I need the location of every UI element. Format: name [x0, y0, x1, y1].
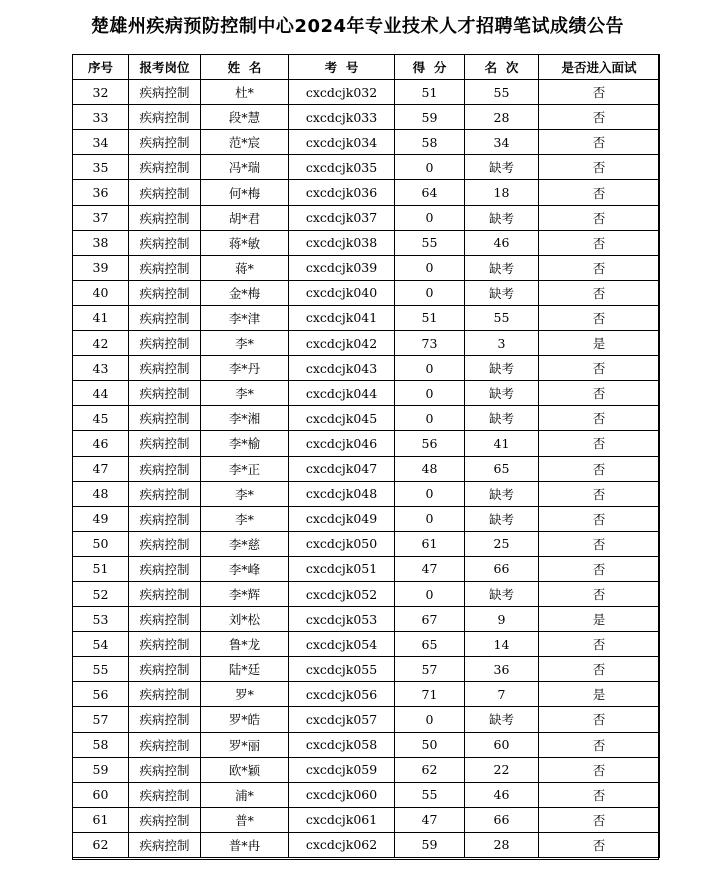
cell-interview: 否	[539, 456, 660, 481]
cell-position: 疾病控制	[129, 280, 201, 305]
cell-rank: 3	[465, 331, 539, 356]
cell-interview: 否	[539, 381, 660, 406]
cell-name: 何*梅	[201, 180, 289, 205]
cell-seq: 33	[73, 105, 129, 130]
cell-rank: 缺考	[465, 506, 539, 531]
cell-name: 蒋*敏	[201, 230, 289, 255]
table-row	[73, 381, 660, 406]
score-table	[72, 54, 660, 858]
cell-interview: 否	[539, 732, 660, 757]
cell-seq: 55	[73, 657, 129, 682]
cell-position: 疾病控制	[129, 331, 201, 356]
cell-interview: 否	[539, 707, 660, 732]
cell-position: 疾病控制	[129, 531, 201, 556]
cell-score: 0	[395, 280, 465, 305]
cell-rank: 缺考	[465, 707, 539, 732]
cell-score: 59	[395, 832, 465, 857]
table-body	[73, 80, 660, 858]
cell-position: 疾病控制	[129, 230, 201, 255]
cell-seq: 47	[73, 456, 129, 481]
cell-interview: 否	[539, 105, 660, 130]
cell-score: 51	[395, 80, 465, 105]
cell-name: 陆*廷	[201, 657, 289, 682]
cell-interview: 是	[539, 682, 660, 707]
cell-seq: 54	[73, 632, 129, 657]
table-row	[73, 456, 660, 481]
cell-seq: 62	[73, 832, 129, 857]
cell-name: 杜*	[201, 80, 289, 105]
table-row	[73, 230, 660, 255]
cell-position: 疾病控制	[129, 481, 201, 506]
header-exam-no: 考 号	[289, 55, 395, 80]
cell-seq: 61	[73, 807, 129, 832]
cell-interview: 否	[539, 657, 660, 682]
table-row	[73, 406, 660, 431]
cell-seq: 40	[73, 280, 129, 305]
cell-interview: 否	[539, 632, 660, 657]
cell-interview: 否	[539, 130, 660, 155]
cell-score: 0	[395, 707, 465, 732]
table-row	[73, 682, 660, 707]
cell-exam-no: cxcdcjk032	[289, 80, 395, 105]
cell-score: 61	[395, 531, 465, 556]
table-row	[73, 556, 660, 581]
cell-rank: 34	[465, 130, 539, 155]
cell-position: 疾病控制	[129, 80, 201, 105]
cell-interview: 否	[539, 205, 660, 230]
cell-interview: 否	[539, 807, 660, 832]
table-row	[73, 707, 660, 732]
cell-rank: 36	[465, 657, 539, 682]
cell-interview: 否	[539, 230, 660, 255]
cell-exam-no: cxcdcjk039	[289, 255, 395, 280]
cell-rank: 60	[465, 732, 539, 757]
cell-score: 47	[395, 807, 465, 832]
cell-exam-no: cxcdcjk053	[289, 607, 395, 632]
table-row	[73, 356, 660, 381]
cell-interview: 否	[539, 180, 660, 205]
cell-name: 李*湘	[201, 406, 289, 431]
cell-position: 疾病控制	[129, 205, 201, 230]
cell-name: 李*丹	[201, 356, 289, 381]
cell-seq: 35	[73, 155, 129, 180]
table-row	[73, 807, 660, 832]
table-row	[73, 205, 660, 230]
cell-name: 李*	[201, 381, 289, 406]
cell-rank: 55	[465, 305, 539, 330]
cell-interview: 否	[539, 431, 660, 456]
cell-interview: 否	[539, 556, 660, 581]
cell-seq: 58	[73, 732, 129, 757]
cell-seq: 36	[73, 180, 129, 205]
cell-exam-no: cxcdcjk060	[289, 782, 395, 807]
cell-seq: 53	[73, 607, 129, 632]
cell-position: 疾病控制	[129, 130, 201, 155]
cell-interview: 否	[539, 757, 660, 782]
cell-name: 李*正	[201, 456, 289, 481]
cell-position: 疾病控制	[129, 782, 201, 807]
cell-score: 0	[395, 155, 465, 180]
table-row	[73, 531, 660, 556]
cell-score: 0	[395, 506, 465, 531]
cell-exam-no: cxcdcjk037	[289, 205, 395, 230]
cell-rank: 缺考	[465, 581, 539, 606]
cell-position: 疾病控制	[129, 682, 201, 707]
table-row	[73, 581, 660, 606]
table-row	[73, 155, 660, 180]
cell-seq: 42	[73, 331, 129, 356]
cell-interview: 否	[539, 155, 660, 180]
cell-score: 73	[395, 331, 465, 356]
cell-rank: 66	[465, 556, 539, 581]
cell-exam-no: cxcdcjk036	[289, 180, 395, 205]
table-row	[73, 255, 660, 280]
cell-score: 57	[395, 657, 465, 682]
cell-score: 0	[395, 581, 465, 606]
cell-rank: 14	[465, 632, 539, 657]
cell-score: 55	[395, 782, 465, 807]
cell-exam-no: cxcdcjk052	[289, 581, 395, 606]
cell-rank: 22	[465, 757, 539, 782]
cell-name: 罗*	[201, 682, 289, 707]
cell-score: 0	[395, 356, 465, 381]
cell-exam-no: cxcdcjk045	[289, 406, 395, 431]
cell-interview: 否	[539, 506, 660, 531]
cell-name: 欧*颖	[201, 757, 289, 782]
cell-seq: 44	[73, 381, 129, 406]
header-position: 报考岗位	[129, 55, 201, 80]
cell-position: 疾病控制	[129, 381, 201, 406]
cell-exam-no: cxcdcjk056	[289, 682, 395, 707]
cell-interview: 是	[539, 331, 660, 356]
cell-position: 疾病控制	[129, 305, 201, 330]
cell-seq: 41	[73, 305, 129, 330]
cell-exam-no: cxcdcjk054	[289, 632, 395, 657]
cell-seq: 57	[73, 707, 129, 732]
cell-score: 48	[395, 456, 465, 481]
cell-seq: 52	[73, 581, 129, 606]
cell-exam-no: cxcdcjk043	[289, 356, 395, 381]
cell-seq: 45	[73, 406, 129, 431]
table-row	[73, 130, 660, 155]
cell-seq: 60	[73, 782, 129, 807]
cell-interview: 否	[539, 531, 660, 556]
cell-seq: 32	[73, 80, 129, 105]
cell-score: 0	[395, 205, 465, 230]
page-title: 楚雄州疾病预防控制中心2024年专业技术人才招聘笔试成绩公告	[90, 16, 625, 37]
cell-position: 疾病控制	[129, 155, 201, 180]
cell-exam-no: cxcdcjk047	[289, 456, 395, 481]
cell-interview: 否	[539, 255, 660, 280]
cell-name: 刘*松	[201, 607, 289, 632]
cell-seq: 38	[73, 230, 129, 255]
cell-name: 李*辉	[201, 581, 289, 606]
cell-position: 疾病控制	[129, 707, 201, 732]
cell-score: 0	[395, 481, 465, 506]
cell-seq: 37	[73, 205, 129, 230]
cell-name: 罗*丽	[201, 732, 289, 757]
cell-position: 疾病控制	[129, 180, 201, 205]
cell-name: 李*津	[201, 305, 289, 330]
cell-interview: 否	[539, 406, 660, 431]
cell-score: 0	[395, 406, 465, 431]
cell-rank: 25	[465, 531, 539, 556]
cell-seq: 50	[73, 531, 129, 556]
cell-name: 鲁*龙	[201, 632, 289, 657]
cell-seq: 34	[73, 130, 129, 155]
cell-rank: 缺考	[465, 155, 539, 180]
cell-rank: 28	[465, 832, 539, 857]
cell-exam-no: cxcdcjk044	[289, 381, 395, 406]
cell-position: 疾病控制	[129, 581, 201, 606]
header-name: 姓 名	[201, 55, 289, 80]
cell-position: 疾病控制	[129, 105, 201, 130]
cell-exam-no: cxcdcjk058	[289, 732, 395, 757]
cell-exam-no: cxcdcjk057	[289, 707, 395, 732]
cell-score: 0	[395, 255, 465, 280]
cell-rank: 46	[465, 230, 539, 255]
cell-exam-no: cxcdcjk061	[289, 807, 395, 832]
table-row	[73, 832, 660, 857]
cell-name: 李*峰	[201, 556, 289, 581]
table-row	[73, 657, 660, 682]
table-row	[73, 782, 660, 807]
cell-position: 疾病控制	[129, 832, 201, 857]
cell-rank: 缺考	[465, 356, 539, 381]
cell-rank: 46	[465, 782, 539, 807]
cell-exam-no: cxcdcjk049	[289, 506, 395, 531]
header-interview: 是否进入面试	[539, 55, 660, 80]
cell-rank: 缺考	[465, 280, 539, 305]
cell-name: 胡*君	[201, 205, 289, 230]
cell-name: 罗*皓	[201, 707, 289, 732]
cell-name: 李*慈	[201, 531, 289, 556]
cell-exam-no: cxcdcjk051	[289, 556, 395, 581]
cell-score: 47	[395, 556, 465, 581]
cell-name: 李*	[201, 506, 289, 531]
cell-position: 疾病控制	[129, 456, 201, 481]
cell-exam-no: cxcdcjk062	[289, 832, 395, 857]
cell-score: 51	[395, 305, 465, 330]
cell-rank: 55	[465, 80, 539, 105]
cell-seq: 51	[73, 556, 129, 581]
cell-rank: 41	[465, 431, 539, 456]
cell-name: 李*	[201, 481, 289, 506]
cell-position: 疾病控制	[129, 657, 201, 682]
table-row	[73, 757, 660, 782]
cell-name: 浦*	[201, 782, 289, 807]
cell-interview: 否	[539, 481, 660, 506]
table-row	[73, 607, 660, 632]
cell-exam-no: cxcdcjk035	[289, 155, 395, 180]
cell-position: 疾病控制	[129, 556, 201, 581]
cell-name: 普*冉	[201, 832, 289, 857]
cell-interview: 否	[539, 80, 660, 105]
cell-seq: 49	[73, 506, 129, 531]
cell-interview: 否	[539, 305, 660, 330]
table-row	[73, 481, 660, 506]
cell-score: 50	[395, 732, 465, 757]
cell-exam-no: cxcdcjk040	[289, 280, 395, 305]
table-row	[73, 105, 660, 130]
cell-exam-no: cxcdcjk042	[289, 331, 395, 356]
header-score: 得 分	[395, 55, 465, 80]
cell-exam-no: cxcdcjk038	[289, 230, 395, 255]
cell-name: 金*梅	[201, 280, 289, 305]
cell-interview: 否	[539, 356, 660, 381]
cell-exam-no: cxcdcjk048	[289, 481, 395, 506]
cell-score: 71	[395, 682, 465, 707]
cell-score: 59	[395, 105, 465, 130]
cell-rank: 缺考	[465, 255, 539, 280]
cell-rank: 缺考	[465, 481, 539, 506]
cell-score: 65	[395, 632, 465, 657]
cell-interview: 否	[539, 581, 660, 606]
cell-exam-no: cxcdcjk059	[289, 757, 395, 782]
cell-rank: 65	[465, 456, 539, 481]
cell-score: 62	[395, 757, 465, 782]
cell-rank: 9	[465, 607, 539, 632]
table-row	[73, 732, 660, 757]
header-rank: 名 次	[465, 55, 539, 80]
cell-position: 疾病控制	[129, 506, 201, 531]
cell-interview: 否	[539, 280, 660, 305]
cell-score: 58	[395, 130, 465, 155]
cell-seq: 43	[73, 356, 129, 381]
cell-name: 范*宸	[201, 130, 289, 155]
cell-interview: 否	[539, 782, 660, 807]
cell-position: 疾病控制	[129, 807, 201, 832]
cell-exam-no: cxcdcjk033	[289, 105, 395, 130]
table-header-row	[73, 55, 660, 80]
header-seq: 序号	[73, 55, 129, 80]
cell-exam-no: cxcdcjk046	[289, 431, 395, 456]
table-row	[73, 506, 660, 531]
cell-name: 冯*瑞	[201, 155, 289, 180]
cell-position: 疾病控制	[129, 757, 201, 782]
cell-score: 56	[395, 431, 465, 456]
cell-position: 疾病控制	[129, 431, 201, 456]
cell-seq: 48	[73, 481, 129, 506]
cell-rank: 66	[465, 807, 539, 832]
table-row	[73, 280, 660, 305]
cell-seq: 56	[73, 682, 129, 707]
cell-name: 普*	[201, 807, 289, 832]
cell-exam-no: cxcdcjk050	[289, 531, 395, 556]
table-row	[73, 80, 660, 105]
cell-position: 疾病控制	[129, 356, 201, 381]
cell-score: 0	[395, 381, 465, 406]
cell-score: 64	[395, 180, 465, 205]
table-row	[73, 632, 660, 657]
table-row	[73, 180, 660, 205]
cell-exam-no: cxcdcjk041	[289, 305, 395, 330]
cell-position: 疾病控制	[129, 255, 201, 280]
cell-name: 李*	[201, 331, 289, 356]
cell-rank: 缺考	[465, 406, 539, 431]
cell-position: 疾病控制	[129, 732, 201, 757]
cell-score: 67	[395, 607, 465, 632]
table-row	[73, 431, 660, 456]
cell-seq: 46	[73, 431, 129, 456]
cell-name: 李*榆	[201, 431, 289, 456]
cell-rank: 18	[465, 180, 539, 205]
cell-seq: 39	[73, 255, 129, 280]
cell-seq: 59	[73, 757, 129, 782]
table-row	[73, 331, 660, 356]
cell-interview: 否	[539, 832, 660, 857]
cell-rank: 7	[465, 682, 539, 707]
cell-exam-no: cxcdcjk034	[289, 130, 395, 155]
table-row	[73, 305, 660, 330]
cell-score: 55	[395, 230, 465, 255]
cell-rank: 28	[465, 105, 539, 130]
cell-rank: 缺考	[465, 205, 539, 230]
cell-name: 段*慧	[201, 105, 289, 130]
cell-rank: 缺考	[465, 381, 539, 406]
cell-exam-no: cxcdcjk055	[289, 657, 395, 682]
cell-name: 蒋*	[201, 255, 289, 280]
cell-position: 疾病控制	[129, 632, 201, 657]
cell-position: 疾病控制	[129, 607, 201, 632]
cell-position: 疾病控制	[129, 406, 201, 431]
cell-interview: 是	[539, 607, 660, 632]
